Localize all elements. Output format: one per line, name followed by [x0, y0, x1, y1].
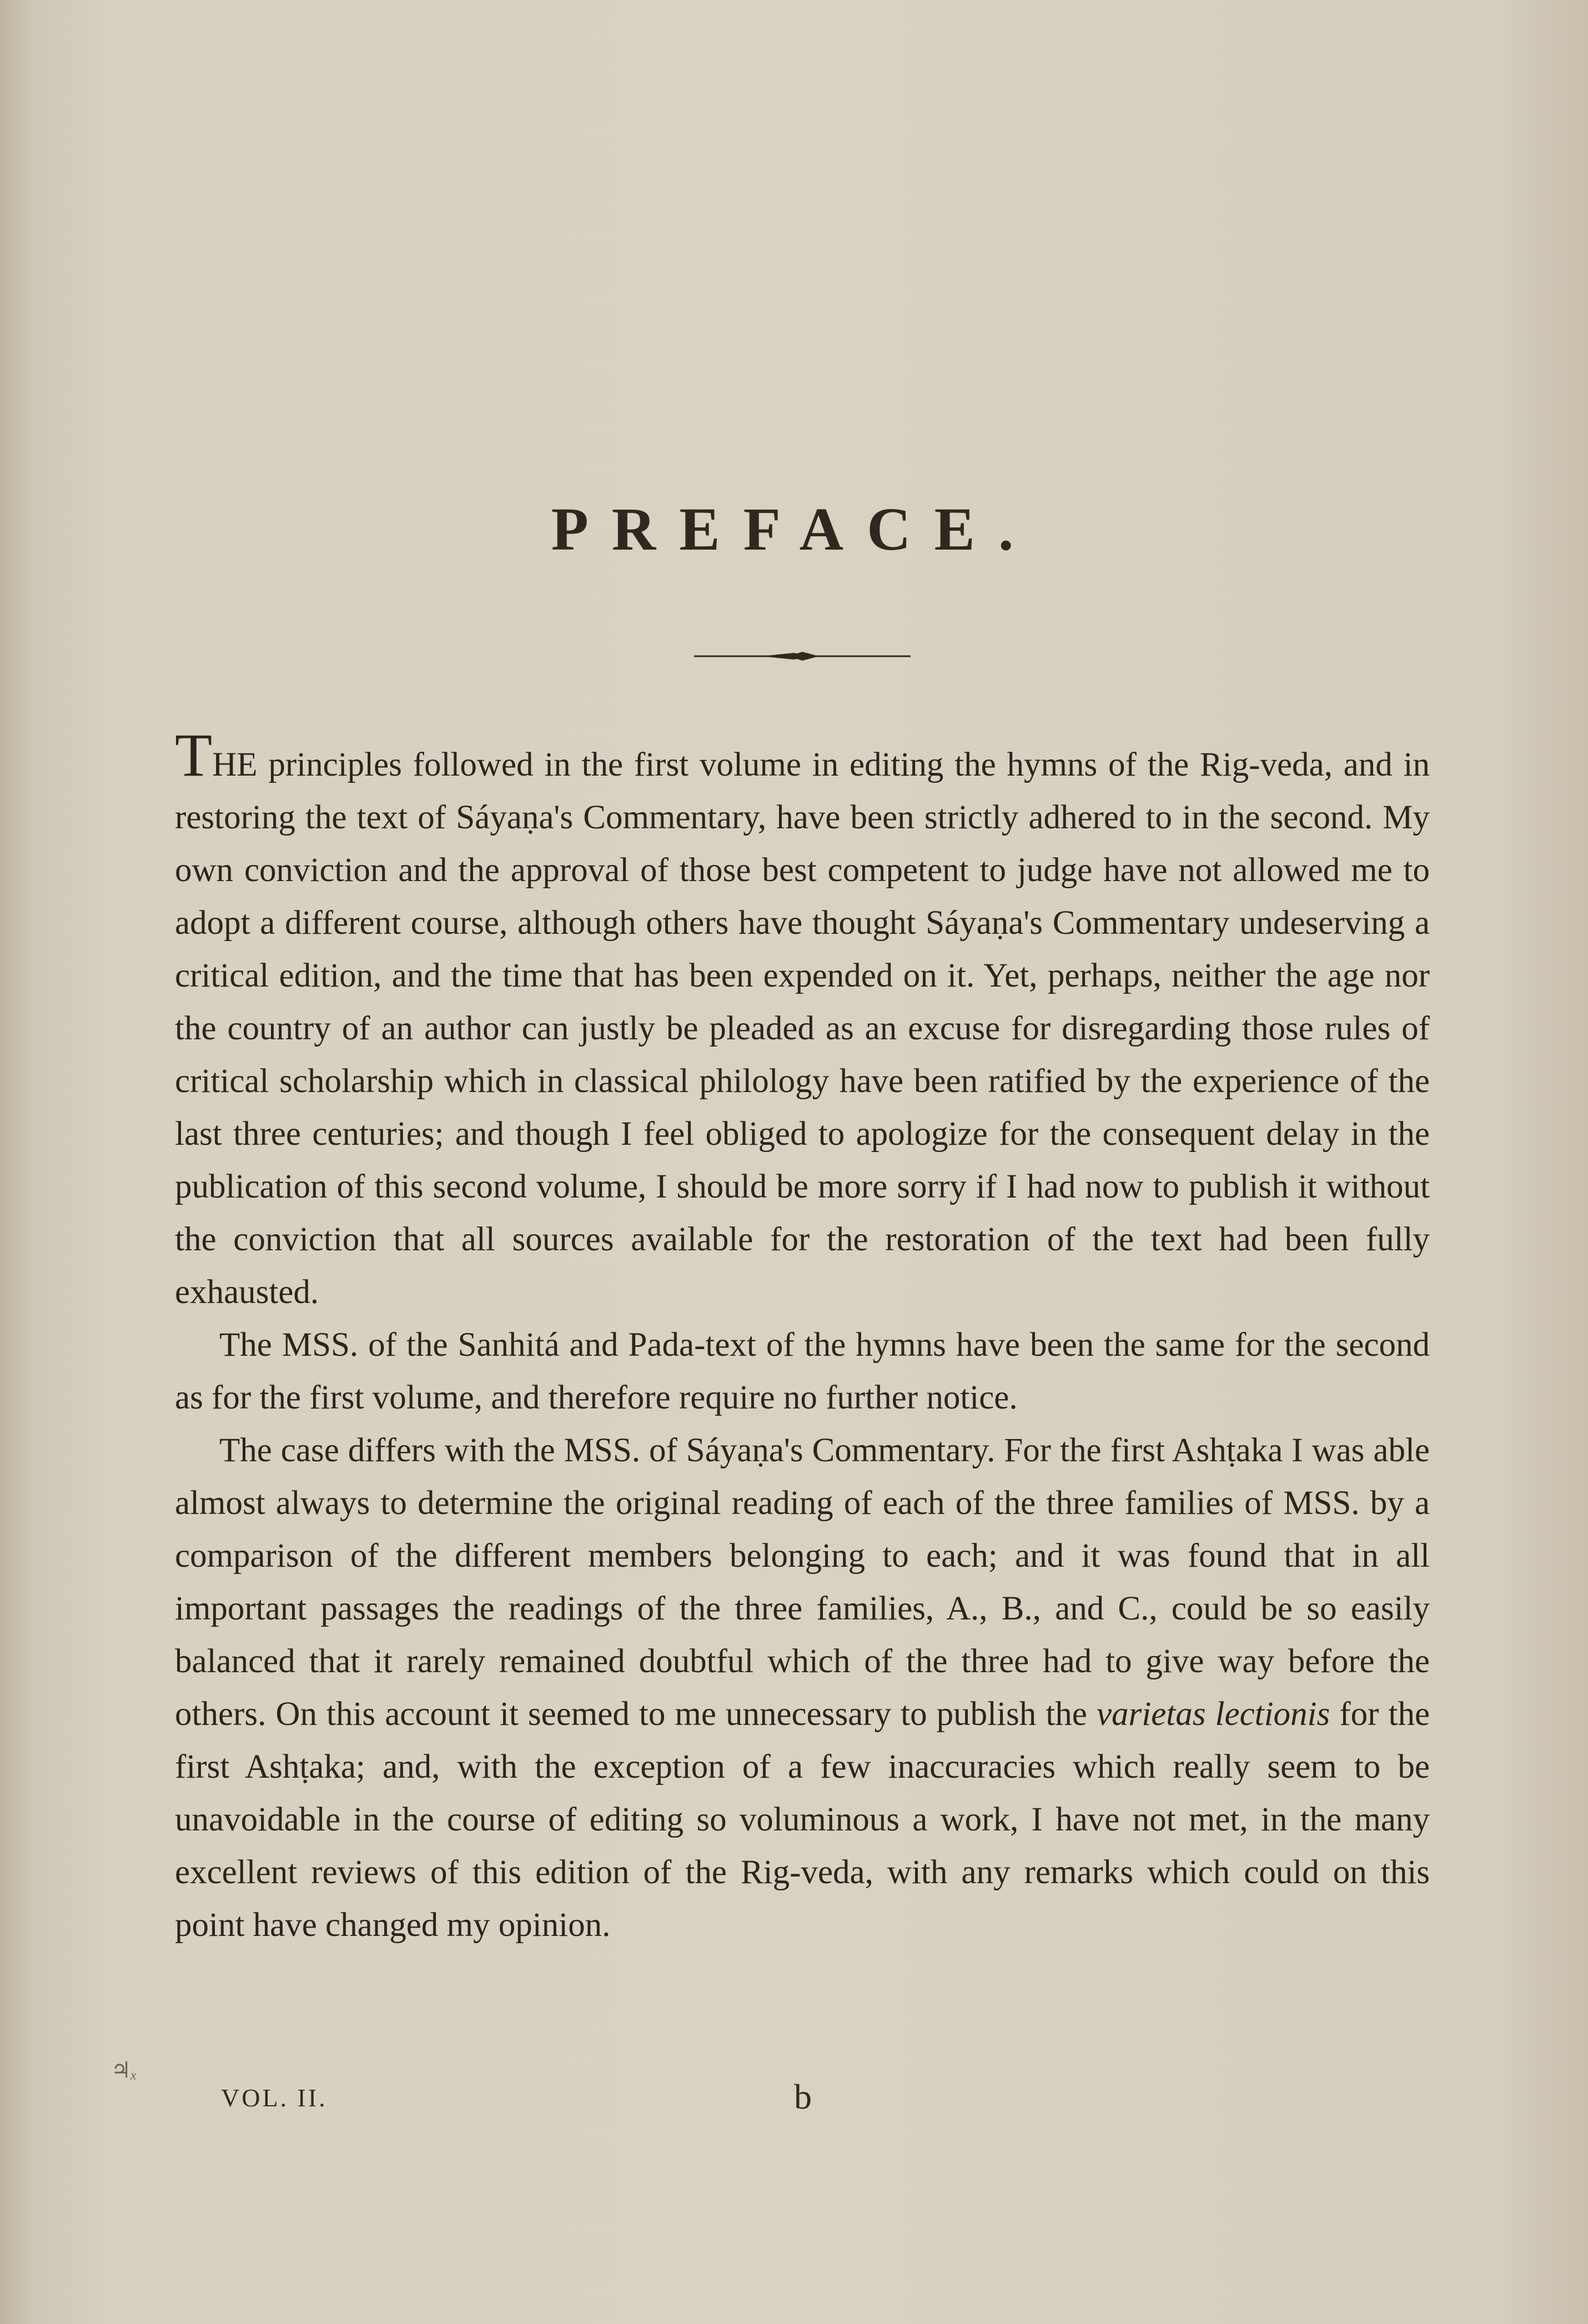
italic-phrase: varietas lectionis [1096, 1696, 1330, 1733]
paragraph-3-text-b: for the first Ashṭaka; and, with the exception of a few inaccuracies which really seem to be unavoidable in the course of editing so voluminous a work, I have not met, in the many excellent reviews of this edition of the Rig-veda, with any remarks which could on this point have changed my opinion. [175, 1696, 1430, 1944]
signature-mark: b [794, 2077, 812, 2116]
page-title: PREFACE. [551, 495, 1037, 563]
rule-ornament-icon [694, 650, 911, 663]
paragraph-1-text: HE principles followed in the first volume in editing the hymns of the Rig-veda, and in restoring the text of Sáyaṇa's Commentary, have been strictly adhered to in the second. My own conviction and the approval of those best competent to judge have not allowed me to adopt a different course, although others have thought Sáyaṇa's Commentary undeserving a critical edition, and the time that has been expended on it. Yet, perhaps, neither the age nor the country of an author can justly be pleaded as an excuse for disregarding those rules of critical scholarship which in classical philology have been ratified by the experience of the last three centuries; and though I feel obliged to apologize for the consequent delay in the publication of this second volume, I should be more sorry if I had now to publish it without the conviction that all sources available for the restoration of the text had been fully exhausted. [175, 746, 1430, 1311]
paragraph-1 [175, 721, 1430, 1319]
paragraph-3 [175, 1424, 1430, 1951]
drop-cap: T [175, 721, 213, 789]
pencil-mark: ♃ₓ [111, 2058, 138, 2082]
preface-body [175, 721, 1430, 1951]
paragraph-3-text-a: The case differs with the MSS. of Sáyaṇa's Commentary. For the first Ashṭaka I was able almost always to determine the original reading of each of the three families of MSS. by a comparison of the different members belonging to each; and it was found that in all important passages the readings of the three families, A., B., and C., could be so easily balanced that it rarely remained doubtful which of the three had to give way before the others. On this account it seemed to me unnecessary to publish the [175, 1432, 1430, 1733]
volume-label: VOL. II. [221, 2084, 328, 2112]
paragraph-2: The MSS. of the Sanhitá and Pada-text of the hymns have been the same for the second as for the first volume, and therefore require no further notice. [175, 1326, 1430, 1416]
